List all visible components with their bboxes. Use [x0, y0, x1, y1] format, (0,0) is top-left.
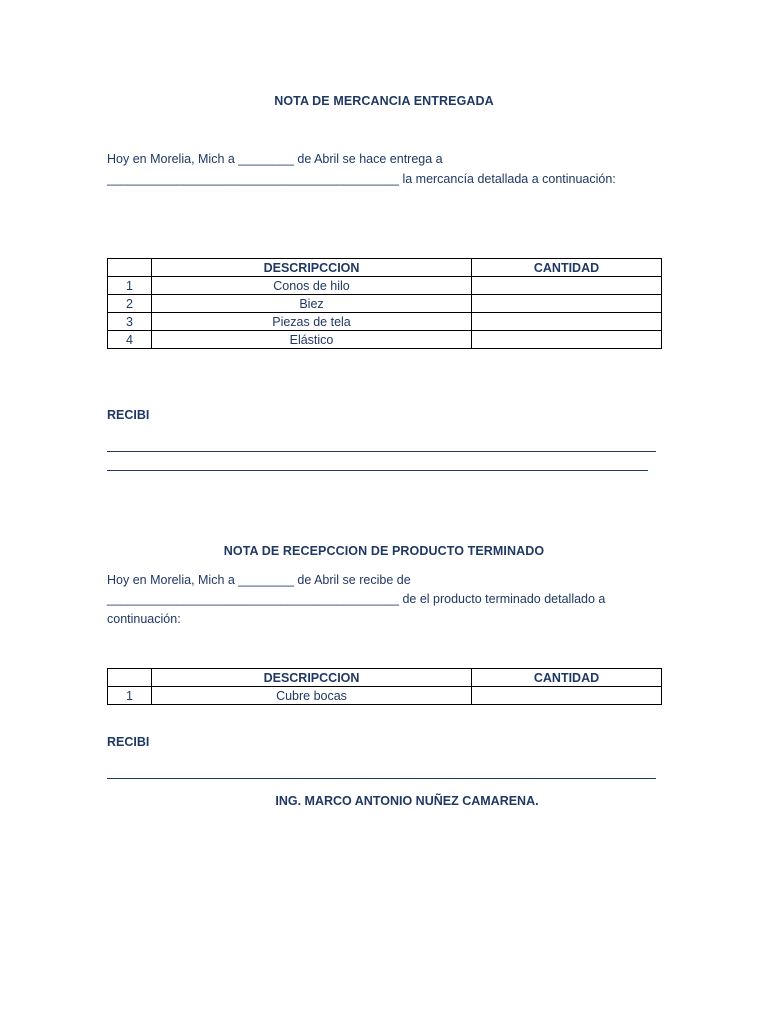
table-row [108, 687, 662, 705]
note1-signature-line-1 [107, 451, 656, 452]
note2-items-table [107, 668, 662, 705]
row-description: Biez [152, 295, 472, 313]
table-header-row [108, 669, 662, 687]
note2-intro-line-1: Hoy en Morelia, Mich a ________ de Abril se recibe de [107, 573, 411, 587]
note2-intro-line-3: continuación: [107, 612, 181, 626]
note2-title: NOTA DE RECEPCCION DE PRODUCTO TERMINADO [223, 544, 545, 558]
header-description: DESCRIPCCION [152, 259, 472, 277]
header-description: DESCRIPCCION [152, 669, 472, 687]
table-row [108, 295, 662, 313]
row-number: 1 [108, 277, 152, 295]
row-description: Conos de hilo [152, 277, 472, 295]
row-number: 1 [108, 687, 152, 705]
table-header-row [108, 259, 662, 277]
note1-signature-line-2 [107, 470, 648, 471]
row-description: Elástico [152, 331, 472, 349]
row-quantity[interactable] [472, 313, 662, 331]
row-number: 4 [108, 331, 152, 349]
note2-intro-line-2: __________________________________________ de el producto terminado detallado a [107, 592, 606, 606]
note1-recibi-label: RECIBI [107, 408, 150, 422]
note1-items-table [107, 258, 662, 349]
row-description: Cubre bocas [152, 687, 472, 705]
row-quantity[interactable] [472, 277, 662, 295]
row-quantity[interactable] [472, 295, 662, 313]
note1-title: NOTA DE MERCANCIA ENTREGADA [274, 94, 494, 108]
header-quantity: CANTIDAD [472, 259, 662, 277]
signature-name: ING. MARCO ANTONIO NUÑEZ CAMARENA. [275, 794, 539, 808]
note1-intro-line-2: __________________________________________ la mercancía detallada a continuación: [107, 172, 616, 186]
row-description: Piezas de tela [152, 313, 472, 331]
header-quantity: CANTIDAD [472, 669, 662, 687]
table-row [108, 277, 662, 295]
note2-recibi-label: RECIBI [107, 735, 150, 749]
header-number [108, 259, 152, 277]
row-number: 2 [108, 295, 152, 313]
table-row [108, 313, 662, 331]
table-row [108, 331, 662, 349]
header-number [108, 669, 152, 687]
row-quantity[interactable] [472, 331, 662, 349]
row-quantity[interactable] [472, 687, 662, 705]
note2-signature-line [107, 778, 656, 779]
note1-intro-line-1: Hoy en Morelia, Mich a ________ de Abril se hace entrega a [107, 152, 443, 166]
row-number: 3 [108, 313, 152, 331]
